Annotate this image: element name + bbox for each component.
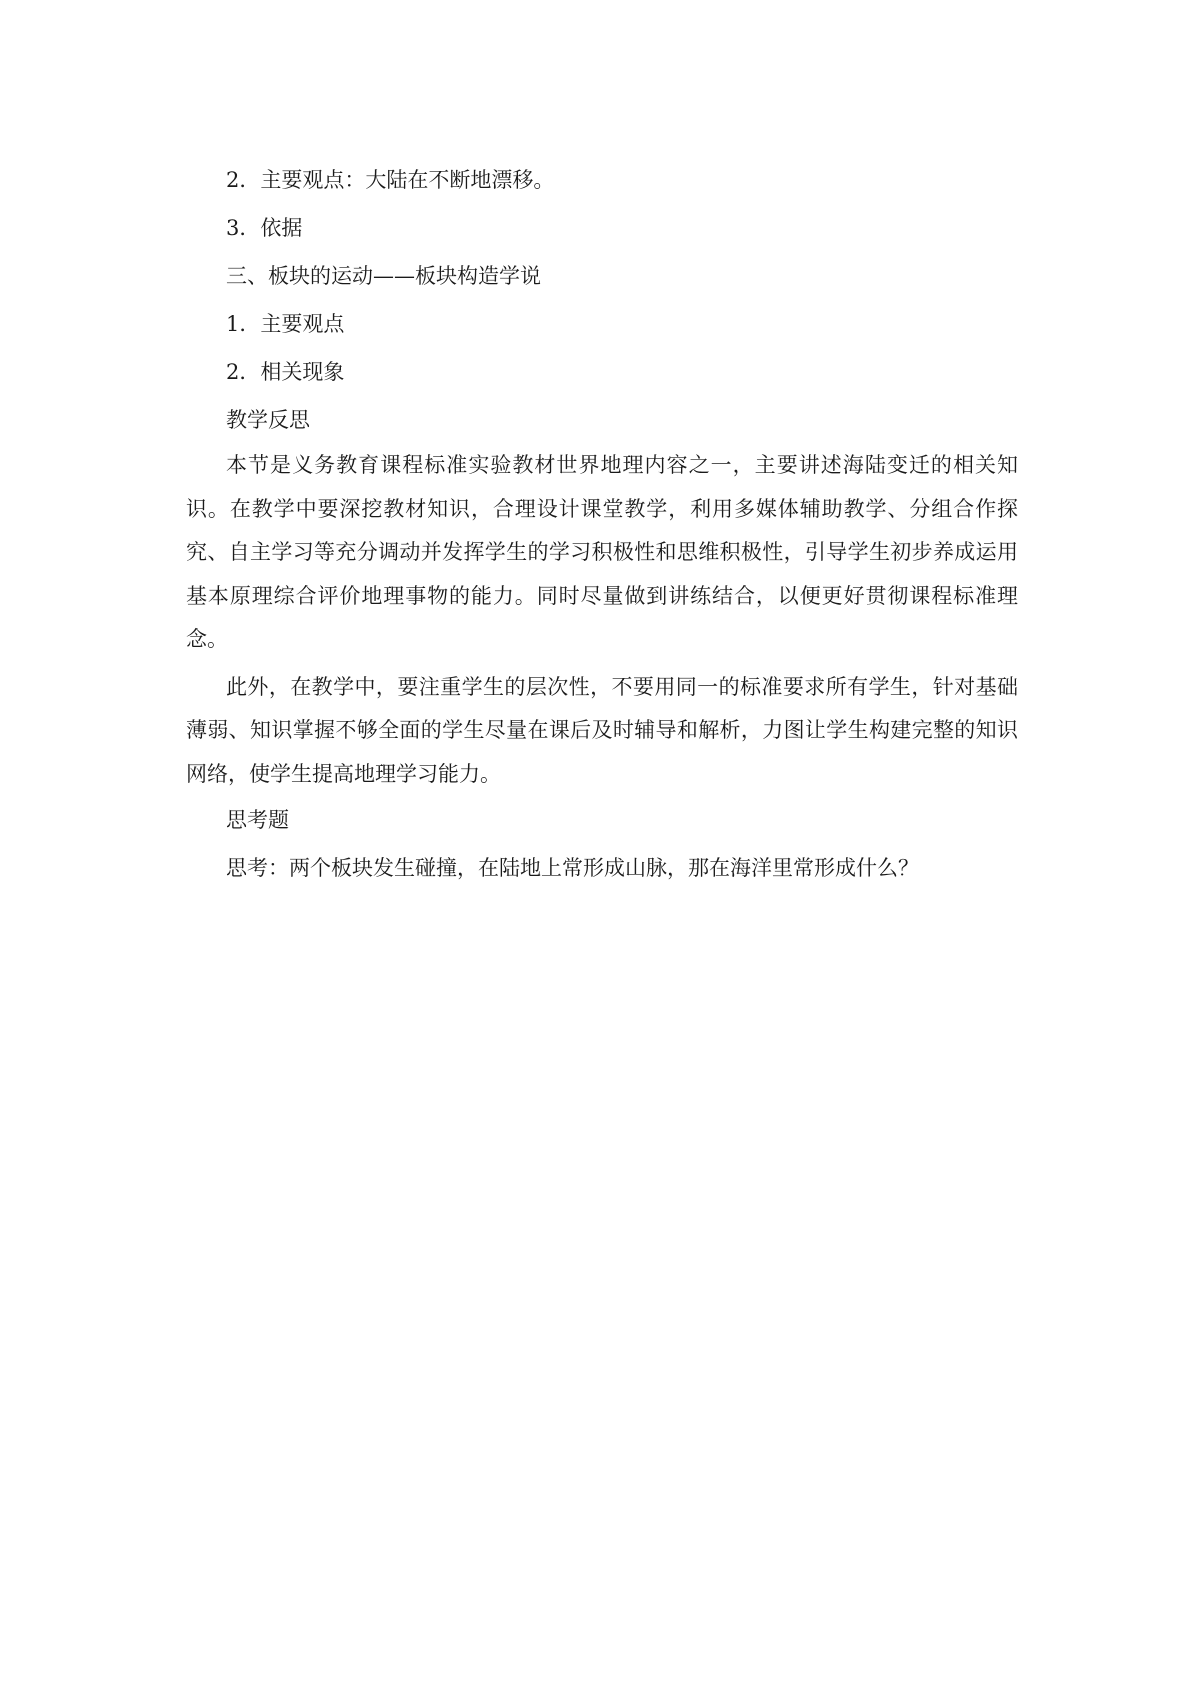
section-heading-plate-motion: 三、板块的运动——板块构造学说 [226, 264, 541, 288]
heading-questions: 思考题 [226, 808, 289, 832]
document-body [186, 156, 1018, 892]
question-text: 思考：两个板块发生碰撞，在陆地上常形成山脉，那在海洋里常形成什么？ [226, 856, 919, 880]
point-main-view-drift: 2．主要观点：大陆在不断地漂移。 [226, 168, 555, 192]
point-evidence: 3．依据 [226, 216, 303, 240]
point-related-phenomena: 2．相关现象 [226, 360, 345, 384]
heading-teaching-reflection: 教学反思 [226, 408, 310, 432]
reflection-paragraph-1: 本节是义务教育课程标准实验教材世界地理内容之一，主要讲述海陆变迁的相关知识。在教学中要深挖教材知识，合理设计课堂教学，利用多媒体辅助教学、分组合作探究、自主学习等充分调动并发挥学生的学习积极性和思维积极性，引导学生初步养成运用基本原理综合评价地理事物的能力。同时尽量做到讲练结合，以便更好贯彻课程标准理念。 [186, 453, 1018, 651]
point-main-view: 1．主要观点 [226, 312, 345, 336]
reflection-paragraph-2: 此外，在教学中，要注重学生的层次性，不要用同一的标准要求所有学生，针对基础薄弱、知识掌握不够全面的学生尽量在课后及时辅导和解析，力图让学生构建完整的知识网络，使学生提高地理学习能力。 [186, 674, 1018, 786]
